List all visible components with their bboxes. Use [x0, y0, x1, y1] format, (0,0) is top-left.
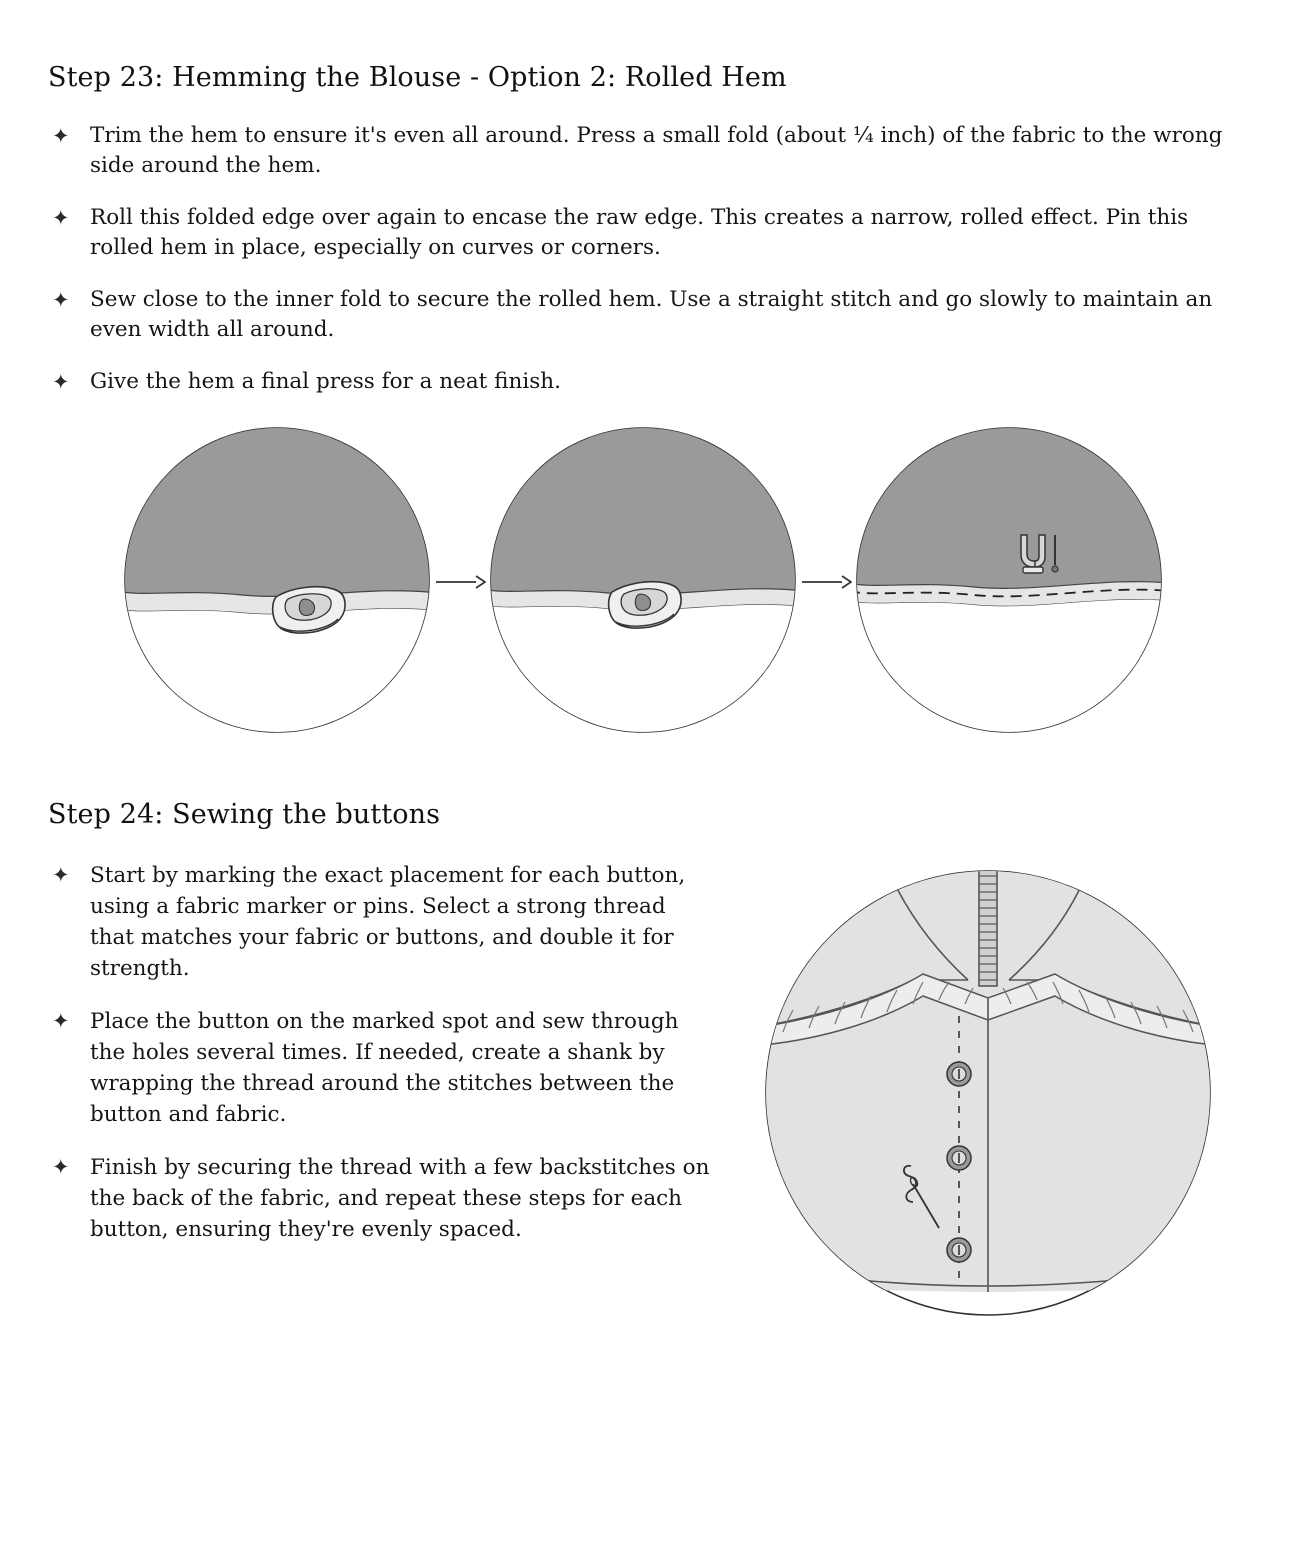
- star-bullet-icon: ✦: [52, 1009, 70, 1033]
- figure-fabric-fold-press-iron-1: [122, 425, 432, 739]
- star-bullet-icon: ✦: [52, 288, 70, 312]
- bullet-text: Trim the hem to ensure it's even all around. Press a small fold (about ¼ inch) of the fabric to the wrong side around the hem.: [90, 123, 1223, 178]
- star-bullet-icon: ✦: [52, 370, 70, 394]
- star-bullet-icon: ✦: [52, 206, 70, 230]
- button-2: [947, 1146, 971, 1170]
- figure-row-step-23: [48, 425, 1238, 739]
- page-title-step-24: Step 24: Sewing the buttons: [48, 799, 441, 830]
- bullet-text: Start by marking the exact placement for each button, using a fabric marker or pins. Select a strong thread that matches your fabric or buttons, and double it for strength.: [90, 863, 686, 981]
- bullet-list-step-24: [48, 860, 738, 1267]
- list-item: [48, 121, 1238, 181]
- bullet-text: Roll this folded edge over again to encase the raw edge. This creates a narrow, rolled effect. Pin this rolled hem in place, especially on curves or corners.: [90, 205, 1189, 260]
- bullet-text: Place the button on the marked spot and sew through the holes several times. If needed, create a shank by wrapping the thread around the stitches between the button and fabric.: [90, 1009, 679, 1127]
- button-3: [947, 1238, 971, 1262]
- figure-fabric-stitched-hem-presser-foot-3: [854, 425, 1164, 739]
- bullet-list-step-23: [48, 121, 1238, 397]
- list-item: [48, 1152, 738, 1245]
- arrow-1-to-2-icon: [432, 570, 488, 594]
- bullet-text: Sew close to the inner fold to secure the rolled hem. Use a straight stitch and go slowly to maintain an even width all around.: [90, 287, 1213, 342]
- list-item: [48, 860, 738, 984]
- star-bullet-icon: ✦: [52, 863, 70, 887]
- bullet-text: Finish by securing the thread with a few backstitches on the back of the fabric, and repeat these steps for each button, ensuring they're evenly spaced.: [90, 1155, 710, 1242]
- bullet-list: [48, 860, 738, 1245]
- button-1: [947, 1062, 971, 1086]
- star-bullet-icon: ✦: [52, 1155, 70, 1179]
- list-item: [48, 367, 1238, 397]
- list-item: [48, 285, 1238, 345]
- arrow-2-to-3-icon: [798, 570, 854, 594]
- bullet-text: Give the hem a final press for a neat finish.: [90, 369, 561, 394]
- page-title-step-23: Step 23: Hemming the Blouse - Option 2: Rolled Hem: [48, 62, 787, 93]
- step-24-content: [48, 860, 1238, 1318]
- list-item: [48, 203, 1238, 263]
- list-item: [48, 1006, 738, 1130]
- figure-fabric-rolled-press-iron-2: [488, 425, 798, 739]
- figure-blouse-placket-with-three-buttons-and-needle: [738, 860, 1238, 1318]
- star-bullet-icon: ✦: [52, 124, 70, 148]
